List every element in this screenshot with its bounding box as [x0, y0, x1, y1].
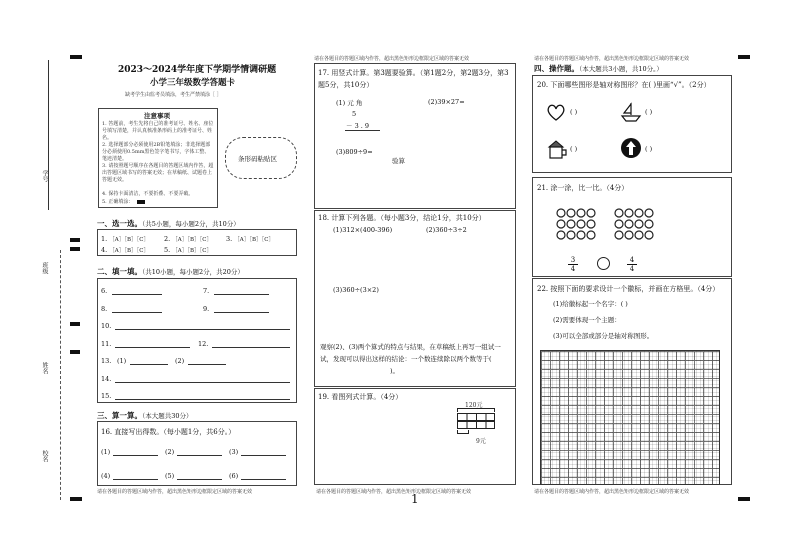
fill-14-blank[interactable] — [115, 382, 290, 383]
q19-top-label: 120元 — [465, 402, 483, 409]
choice-2[interactable]: 2. ［A］［B］［C］ — [164, 235, 213, 243]
registration-mark — [70, 322, 80, 326]
notice-title: 注意事项 — [144, 112, 170, 120]
q22-1: (1)给徽标起一个名字：( ) — [553, 300, 628, 308]
q20-paren-mug[interactable]: ( ) — [570, 145, 578, 153]
q17-3: (3)809÷9= — [336, 148, 373, 156]
q16-3: (3) — [229, 448, 239, 456]
q16-4-blank[interactable] — [113, 479, 158, 480]
q17-check: 验算 — [392, 157, 405, 165]
fill-7: 7. — [203, 287, 210, 295]
area-notice-bottom: 请在各题目的答题区域内作答，超出黑色矩形边框限定区域的答案无效 — [97, 489, 253, 495]
q16-2: (2) — [165, 448, 175, 456]
q18-title: 18. 计算下列各题。（每小题3分，结论1分，共10分） — [318, 214, 486, 222]
fill-8: 8. — [101, 305, 108, 313]
notice-item: 1. 答题前，考生先将自己的准考证号、姓名、座位号填写清楚，并认真核准条形码上的准考证号、姓名。 — [102, 121, 214, 141]
section4-title: 四、操作题。（本大题共3小题，共10分。） — [534, 64, 663, 73]
up-arrow-circle-icon — [620, 137, 642, 159]
fill-13-a: (1) — [117, 357, 127, 365]
fill-13a-blank[interactable] — [130, 364, 168, 365]
q16-4: (4) — [101, 472, 111, 480]
section1-title: 一、选一选。（共5小题，每小题2分，共10分） — [97, 219, 240, 228]
q20-paren-heart[interactable]: ( ) — [570, 108, 578, 116]
fill-10-blank[interactable] — [115, 329, 290, 330]
q16-5: (5) — [165, 472, 175, 480]
q19-bracket-top — [457, 408, 495, 412]
q19-bar-row1 — [457, 413, 495, 421]
school-label: 校名 — [41, 450, 48, 462]
section2-title: 二、填一填。（共10小题，每小题2分，共20分） — [97, 267, 244, 276]
q21-fraction-right: $\frac{4}{4}$ — [627, 256, 637, 273]
exam-subtitle: 小学三年级数学答题卡 — [150, 78, 236, 88]
q16-title: 16. 直接写出得数。（每小题1分，共6分。） — [101, 428, 236, 436]
choice-5[interactable]: 5. ［A］［B］［C］ — [164, 246, 213, 254]
fill-11-blank[interactable] — [115, 347, 190, 348]
notice-item: 4. 保持卡面清洁，不要折叠、不要弄破。 — [102, 191, 194, 197]
q22-2: (2)需要体现一个主题： — [553, 316, 621, 324]
binding-line — [60, 250, 61, 500]
area-notice-bottom: 请在各题目的答题区域内作答，超出黑色矩形边框限定区域的答案无效 — [316, 489, 472, 495]
q19-bar-row2 — [457, 421, 495, 429]
q21-circle-group-right — [614, 208, 654, 238]
q20-title: 20. 下面哪些图形是轴对称图形？在( )里画“√”。（2分） — [537, 81, 711, 89]
q19-title: 19. 看图列式计算。（4分） — [318, 393, 403, 401]
registration-mark — [738, 55, 750, 59]
fill-14: 14. — [101, 375, 112, 383]
area-notice-top: 请在各题目的答题区域内作答，超出黑色矩形边框限定区域的答案无效 — [534, 56, 690, 62]
registration-mark — [70, 350, 80, 354]
fill-15-blank[interactable] — [115, 399, 290, 400]
registration-mark — [70, 55, 82, 59]
q20-paren-arrow[interactable]: ( ) — [645, 145, 653, 153]
q17-2: (2)39×27= — [428, 98, 465, 106]
page-number: 1 — [411, 492, 419, 506]
fill-13b-blank[interactable] — [188, 364, 226, 365]
fill-13: 13. — [101, 357, 112, 365]
sailboat-icon — [620, 102, 642, 122]
class-label: 班级 — [41, 262, 48, 274]
registration-mark — [738, 497, 750, 501]
exam-no-label: 学号 — [41, 170, 48, 182]
q22-title: 22. 按照下面的要求设计一个徽标，并画在方格里。（4分） — [537, 285, 720, 293]
fill-9: 9. — [203, 305, 210, 313]
q19-bottom-label: 9元 — [476, 438, 486, 445]
mug-icon — [546, 138, 568, 160]
q21-circle-group-left — [556, 208, 596, 238]
absent-instruction: 缺考学生由监考员填涂，考生严禁填涂［ ］ — [125, 92, 222, 98]
q17-title: 17. 用竖式计算。第3题要验算。（第1题2分，第2题3分，第3题5分，共10分） — [318, 69, 509, 89]
q21-fraction-left: $\frac{3}{4}$ — [568, 256, 578, 273]
choice-3[interactable]: 3. ［A］［B］［C］ — [226, 235, 275, 243]
drawing-grid[interactable] — [540, 350, 720, 485]
q16-3-blank[interactable] — [241, 455, 286, 456]
q16-2-blank[interactable] — [177, 455, 222, 456]
fill-8-blank[interactable] — [112, 312, 162, 313]
fill-6: 6. — [101, 287, 108, 295]
name-label: 姓名 — [41, 362, 48, 374]
fill-10: 10. — [101, 322, 112, 330]
exam-title: 2023～2024学年度下学期学情调研题 — [118, 65, 277, 75]
q18-observation: 观察(2)、(3)两个算式的特点与结果，在草稿纸上再写一组试一试，发现可以得出这样的结论：一个数连续除以两个数等于()。 — [320, 343, 501, 375]
q17-1-subtrahend: － 3 . 9 — [346, 122, 370, 130]
notice-item: 5. 正确填涂： — [102, 199, 134, 205]
fill-11: 11. — [101, 340, 112, 348]
q17-1-line — [345, 130, 380, 131]
fill-12-blank[interactable] — [212, 347, 290, 348]
q16-1: (1) — [101, 448, 111, 456]
q16-1-blank[interactable] — [113, 455, 158, 456]
q16-6: (6) — [229, 472, 239, 480]
choice-1[interactable]: 1. ［A］［B］［C］ — [101, 235, 150, 243]
barcode-label: 条形码粘贴区 — [238, 155, 277, 163]
q18-3: (3)360÷(3×2) — [333, 286, 379, 294]
q20-paren-boat[interactable]: ( ) — [645, 108, 653, 116]
fill-7-blank[interactable] — [214, 294, 269, 295]
notice-item: 2. 选择题部分必须使用2B铅笔填涂；非选择题部分必须使用0.5mm黑色签字笔书写，字体工整、笔迹清楚。 — [102, 142, 211, 162]
section3-title: 三、算一算。（本大题共30分） — [97, 411, 193, 420]
registration-mark — [70, 247, 80, 251]
q21-title: 21. 涂一涂，比一比。（4分） — [537, 184, 629, 192]
q21-compare-circle[interactable] — [597, 257, 610, 270]
registration-mark — [70, 497, 82, 501]
area-notice-top: 请在各题目的答题区域内作答，超出黑色矩形边框限定区域的答案无效 — [314, 56, 470, 62]
heart-icon — [546, 104, 566, 122]
fill-9-blank[interactable] — [214, 312, 269, 313]
q19-bracket-bottom — [457, 430, 469, 434]
q16-6-blank[interactable] — [241, 479, 286, 480]
area-notice-bottom: 请在各题目的答题区域内作答，超出黑色矩形边框限定区域的答案无效 — [534, 489, 690, 495]
notice-item: 3. 请按照题号顺序在各题目的答题区域内作答，超出答题区域书写的答案无效；在草稿纸、试题卷上答题无效。 — [102, 163, 214, 183]
q18-2: (2)360÷3÷2 — [426, 226, 467, 234]
q16-5-blank[interactable] — [177, 479, 222, 480]
q18-1: (1)312×(400-396) — [333, 226, 393, 234]
fill-13-b: (2) — [175, 357, 185, 365]
filled-bubble-sample — [137, 200, 145, 204]
choice-4[interactable]: 4. ［A］［B］［C］ — [101, 246, 150, 254]
fill-12: 12. — [198, 340, 209, 348]
fill-6-blank[interactable] — [112, 294, 162, 295]
fill-15: 15. — [101, 392, 112, 400]
binding-line — [48, 60, 49, 210]
q17-1-minuend: 5 — [352, 110, 357, 118]
q22-3: (3)可以全部或部分是轴对称图形。 — [553, 332, 654, 340]
registration-mark — [70, 238, 80, 242]
fill-box — [97, 278, 297, 403]
q17-1-header: (1) 元 角 — [336, 99, 363, 107]
